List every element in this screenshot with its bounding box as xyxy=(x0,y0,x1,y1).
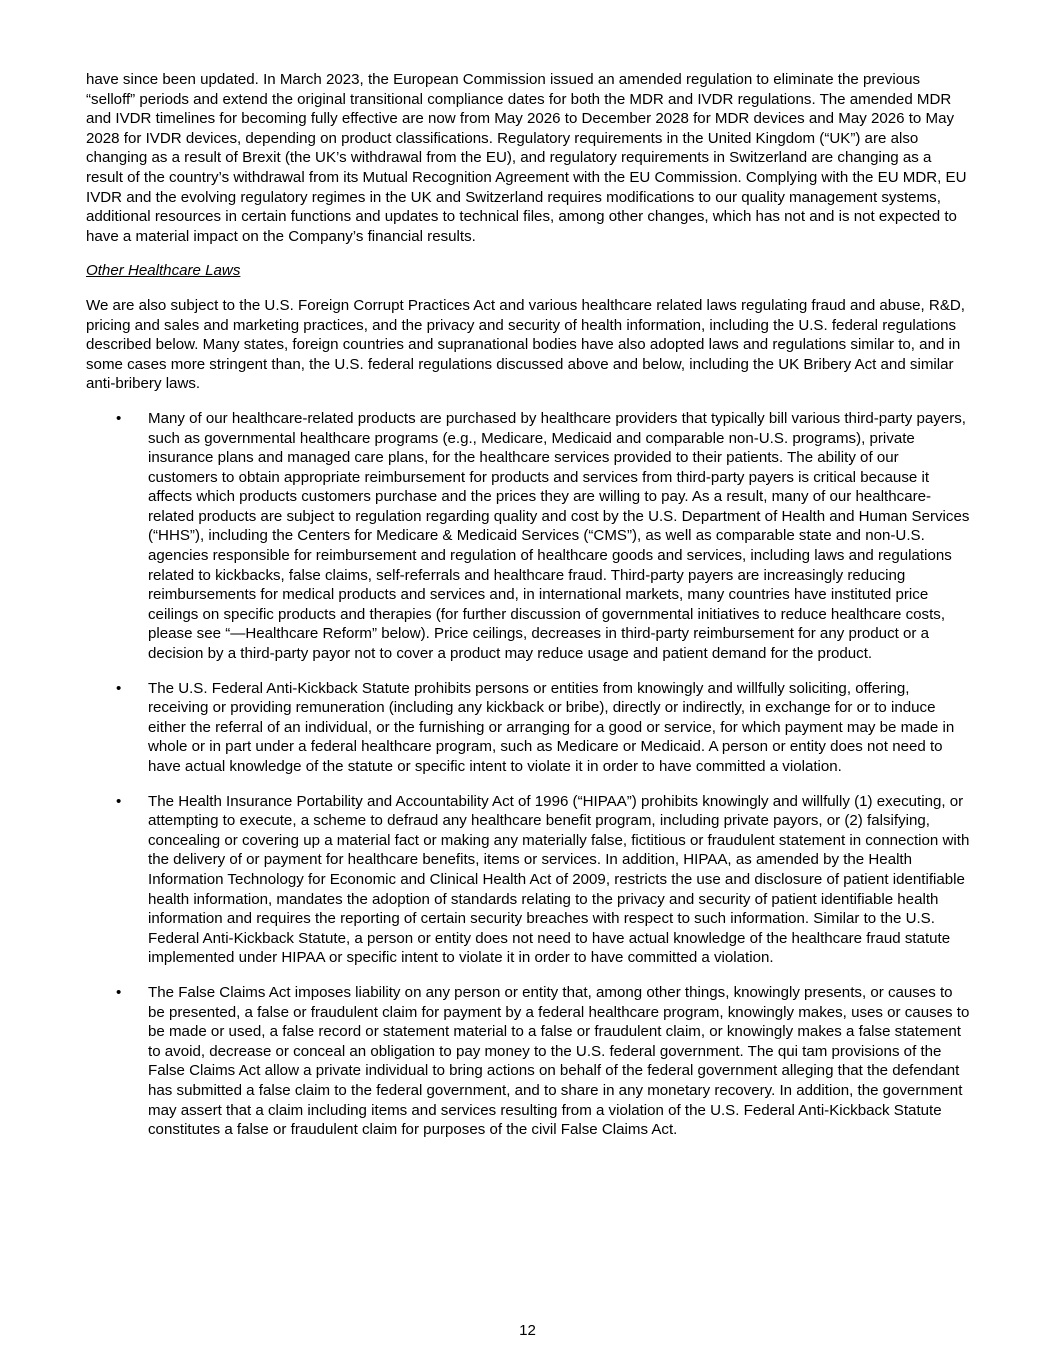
page-number: 12 xyxy=(519,1322,536,1339)
bullet-text: The U.S. Federal Anti-Kickback Statute prohibits persons or entities from knowingly and willfully soliciting, offering, receiving or providing remuneration (including any kickback or bribe), directly or indirectly, in exchange for or to induce either the referral of an individual, or the furnishing or arranging for a good or service, for which payment may be made in whole or in part under a federal healthcare program, such as Medicare or Medicaid. A person or entity does not need to have actual knowledge of the statute or specific intent to violate it in order to have committed a violation. xyxy=(148,679,955,775)
list-item xyxy=(86,792,970,968)
opening-paragraph: have since been updated. In March 2023, the European Commission issued an amended regulation to eliminate the previous “selloff” periods and extend the original transitional compliance dates for both the MDR and IVDR regulations. The amended MDR and IVDR timelines for becoming fully effective are now from May 2026 to December 2028 for MDR devices and May 2026 to May 2028 for IVDR devices, depending on product classifications. Regulatory requirements in the United Kingdom (“UK”) are also changing as a result of Brexit (the UK’s withdrawal from the EU), and regulatory requirements in Switzerland are changing as a result of the country’s withdrawal from its Mutual Recognition Agreement with the EU Commission. Complying with the EU MDR, EU IVDR and the evolving regulatory regimes in the UK and Switzerland requires modifications to our quality management systems, additional resources in certain functions and updates to technical files, among other changes, which has not and is not expected to have a material impact on the Company’s financial results. xyxy=(86,71,967,245)
bullet-icon: • xyxy=(116,983,122,1001)
document-page xyxy=(86,70,970,1155)
bullet-text: Many of our healthcare-related products are purchased by healthcare providers that typically bill various third-party payers, such as governmental healthcare programs (e.g., Medicare, Medicaid and comparable non-U.S. programs), private insurance plans and managed care plans, for the healthcare services provided to their patients. The ability of our customers to obtain appropriate reimbursement for products and services from third-party payers is critical because it affects which products customers purchase and the prices they are willing to pay. As a result, many of our healthcare-related products are subject to regulation regarding quality and cost by the U.S. Department of Health and Human Services (“HHS”), including the Centers for Medicare & Medicaid Services (“CMS”), as well as comparable state and non-U.S. agencies responsible for reimbursement and regulation of healthcare goods and services, including laws and regulations related to kickbacks, false claims, self-referrals and healthcare fraud. Third-party payers are increasingly reducing reimbursements for medical products and services and, in international markets, many countries have instituted price ceilings on specific products and therapies (for further discussion of governmental initiatives to reduce healthcare costs, please see “—Healthcare Reform” below). Price ceilings, decreases in third-party reimbursement for any product or a decision by a third-party payor not to cover a product may reduce usage and patient demand for the product. xyxy=(148,409,970,663)
bullet-icon: • xyxy=(116,409,122,427)
bullet-text: The False Claims Act imposes liability on any person or entity that, among other things, knowingly presents, or causes to be presented, a false or fraudulent claim for payment by a federal healthcare program, knowingly makes, uses or causes to be made or used, a false record or statement material to a false or fraudulent claim, or knowingly makes a false statement to avoid, decrease or conceal an obligation to pay money to the U.S. federal government. The qui tam provisions of the False Claims Act allow a private individual to bring actions on behalf of the federal government alleging that the defendant has submitted a false claim to the federal government, and to share in any monetary recovery. In addition, the government may assert that a claim including items and services resulting from a violation of the U.S. Federal Anti-Kickback Statute constitutes a false or fraudulent claim for purposes of the civil False Claims Act. xyxy=(148,983,970,1139)
bullet-icon: • xyxy=(116,679,122,697)
list-item xyxy=(86,983,970,1140)
intro-paragraph: We are also subject to the U.S. Foreign Corrupt Practices Act and various healthcare related laws regulating fraud and abuse, R&D, pricing and sales and marketing practices, and the privacy and security of health information, including the U.S. federal regulations described below. Many states, foreign countries and supranational bodies have also adopted laws and regulations similar to, and in some cases more stringent than, the U.S. federal regulations discussed above and below, including the UK Bribery Act and similar anti-bribery laws. xyxy=(86,296,965,393)
list-item xyxy=(86,409,970,664)
bullet-text: The Health Insurance Portability and Accountability Act of 1996 (“HIPAA”) prohibits knowingly and willfully (1) executing, or attempting to execute, a scheme to defraud any healthcare benefit program, including private payors, or (2) falsifying, concealing or covering up a material fact or making any materially false, fictitious or fraudulent statement in connection with the delivery of or payment for healthcare benefits, items or services. In addition, HIPAA, as amended by the Health Information Technology for Economic and Clinical Health Act of 2009, restricts the use and disclosure of patient identifiable health information, mandates the adoption of standards relating to the privacy and security of patient identifiable health information and requires the reporting of certain security breaches with respect to such information. Similar to the U.S. Federal Anti-Kickback Statute, a person or entity does not need to have actual knowledge of the healthcare fraud statute implemented under HIPAA or specific intent to violate it in order to have committed a violation. xyxy=(148,792,970,967)
section-heading: Other Healthcare Laws xyxy=(86,262,241,280)
list-item xyxy=(86,679,970,777)
bullet-icon: • xyxy=(116,792,122,810)
bullet-list xyxy=(86,409,970,1140)
